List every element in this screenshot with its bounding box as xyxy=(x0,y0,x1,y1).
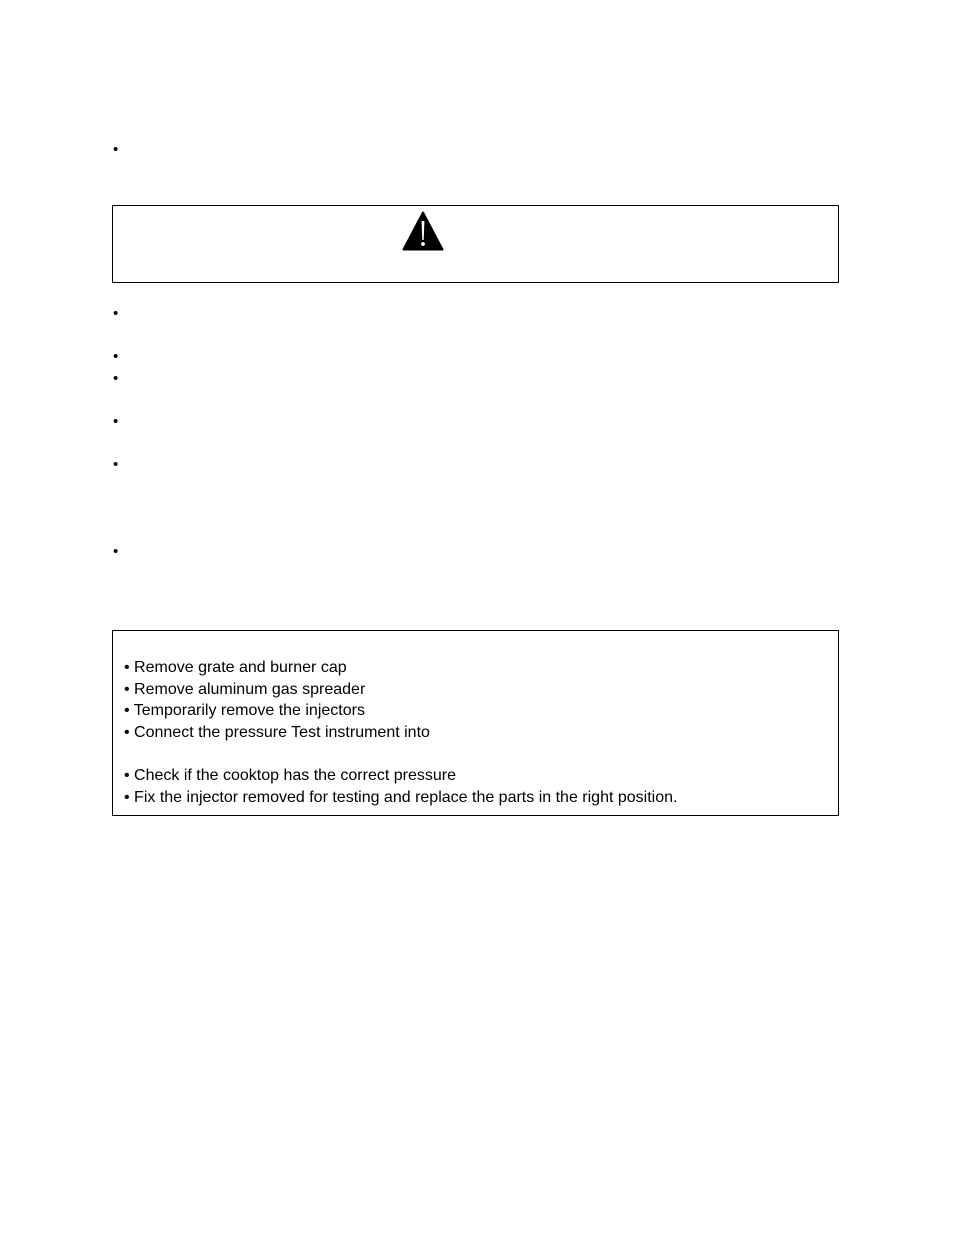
bullet-marker: • xyxy=(113,543,119,560)
list-item: • Check if the cooktop has the correct pressure xyxy=(124,766,456,784)
bullet-marker: • xyxy=(113,370,119,387)
bullet-marker: • xyxy=(113,141,119,158)
list-item: • Remove aluminum gas spreader xyxy=(124,680,366,698)
warning-triangle-icon xyxy=(402,211,444,251)
steps-list xyxy=(124,657,677,808)
bullet-marker: • xyxy=(113,348,119,365)
list-item: • Temporarily remove the injectors xyxy=(124,702,365,720)
warning-box xyxy=(112,205,839,283)
list-spacer xyxy=(124,743,677,765)
bullet-marker: • xyxy=(113,413,119,430)
list-item: • Connect the pressure Test instrument into xyxy=(124,723,430,741)
instructions-box xyxy=(112,630,839,816)
bullet-marker: • xyxy=(113,305,119,322)
list-item: • Remove grate and burner cap xyxy=(124,659,347,676)
list-item: • Fix the injector removed for testing and replace the parts in the right position. xyxy=(124,788,678,806)
bullet-marker: • xyxy=(113,456,119,473)
